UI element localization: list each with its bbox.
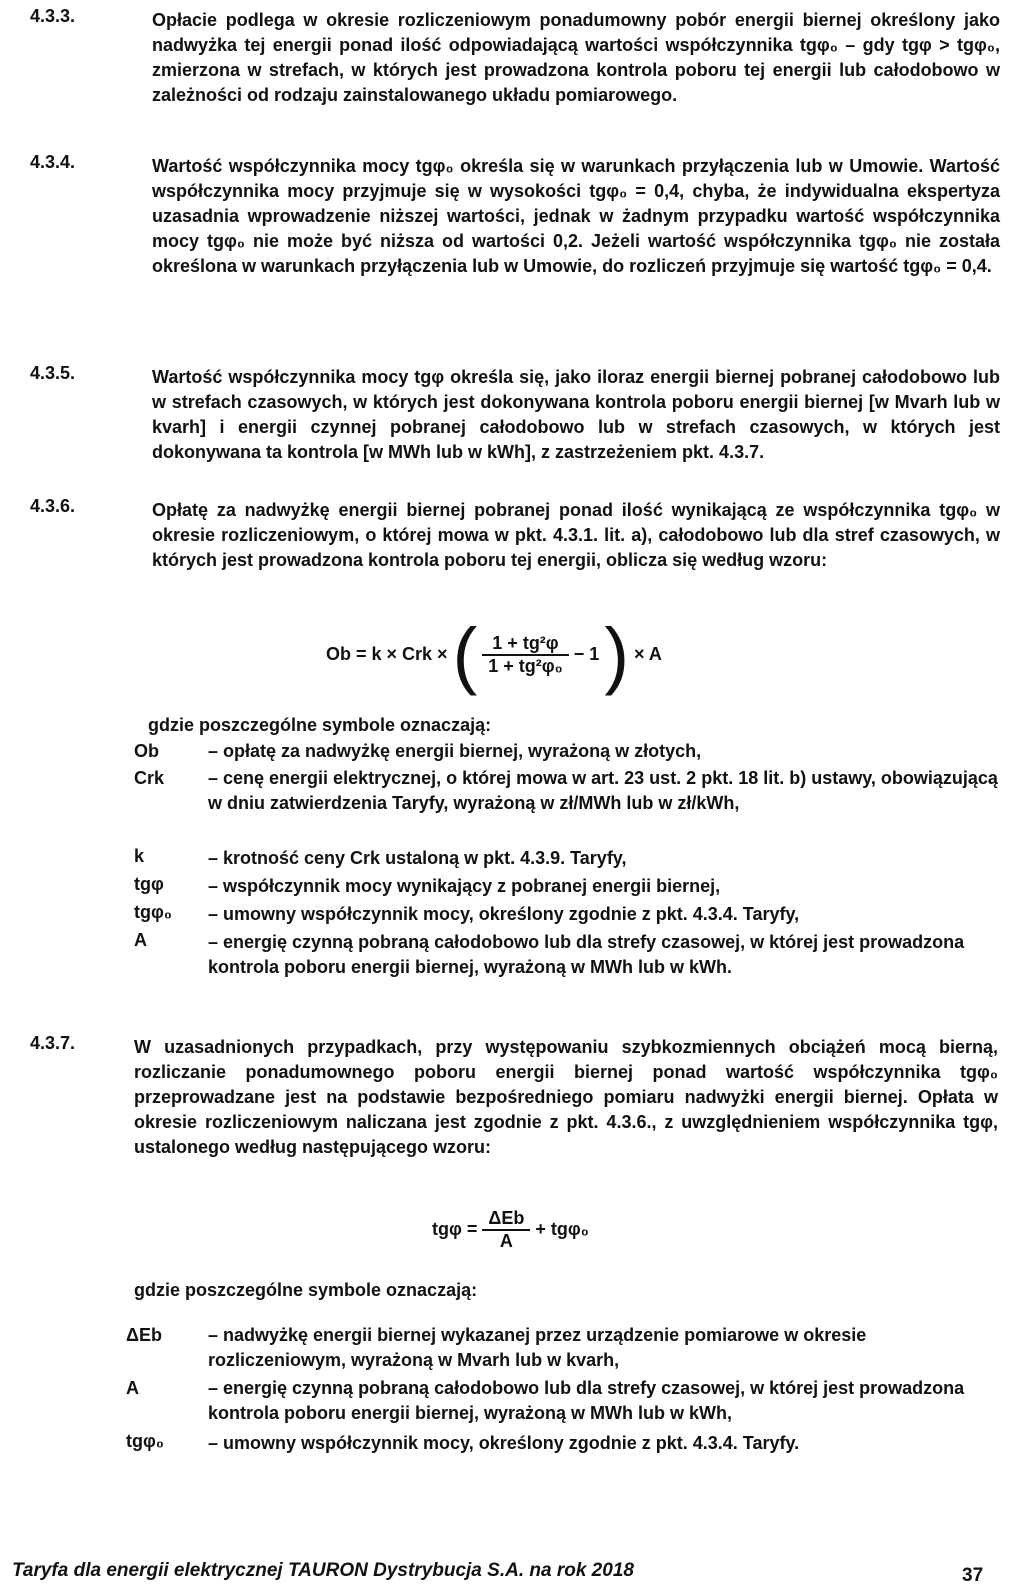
symbol: tgφ₀ <box>126 1431 164 1451</box>
page-footer: Taryfa dla energii elektrycznej TAURON Dystrybucja S.A. na rok 2018 <box>12 1560 634 1581</box>
fraction-denominator: A <box>482 1229 530 1252</box>
section-paragraph: Opłatę za nadwyżkę energii biernej pobranej ponad ilość wynikającą ze współczynnika tgφ₀ w okresie rozliczeniowym, o której mowa w pkt. 4.3.1. lit. a), całodobowo lub dla stref czasowych, w których jest prowadzona kontrola poboru tej energii, oblicza się według wzoru: <box>152 500 1000 570</box>
fraction-numerator: ΔEb <box>488 1208 525 1228</box>
symbol: A <box>134 930 147 950</box>
formula-fraction <box>482 1208 530 1252</box>
right-paren: ) <box>604 613 629 696</box>
symbol-definition: – energię czynną pobraną całodobowo lub dla strefy czasowej, w której jest prowadzona kontrola poboru energii biernej, wyrażoną w MWh lub w kWh, <box>208 1378 965 1423</box>
fraction-denominator: 1 + tg²φ₀ <box>482 654 569 677</box>
formula-rhs: + tgφ₀ <box>535 1218 589 1239</box>
symbol: tgφ <box>134 874 164 894</box>
section-paragraph: Wartość współczynnika mocy tgφ₀ określa się w warunkach przyłączenia lub w Umowie. Wartość współczynnika mocy przyjmuje się w wysokości tgφ₀ = 0,4, chyba, że indywidualna ekspertyza uzasadnia wprowadzenie niższej wartości, jednak w żadnym przypadku wartość współczynnika mocy tgφ₀ nie może być niższa od wartości 0,2. Jeżeli wartość współczynnika tgφ₀ nie została określona w warunkach przyłączenia lub w Umowie, do rozliczeń przyjmuje się wartość tgφ₀ = 0,4. <box>152 156 1000 276</box>
symbol-definition: – opłatę za nadwyżkę energii biernej, wyrażoną w złotych, <box>208 741 702 761</box>
symbol: A <box>126 1378 139 1398</box>
symbol-definition: – umowny współczynnik mocy, określony zgodnie z pkt. 4.3.4. Taryfy, <box>208 904 800 924</box>
symbol-definition: – umowny współczynnik mocy, określony zgodnie z pkt. 4.3.4. Taryfy. <box>208 1433 800 1453</box>
section-paragraph: Wartość współczynnika mocy tgφ określa się, jako iloraz energii biernej pobranej całodobowo lub w strefach czasowych, w których jest dokonywana kontrola poboru energii biernej [w Mvarh lub w kvarh] i energii czynnej pobranej całodobowo lub w strefach czasowych, w których jest dokonywana ta kontrola [w MWh lub w kWh], z zastrzeżeniem pkt. 4.3.7. <box>152 367 1000 462</box>
fraction-numerator: 1 + tg²φ <box>492 633 559 653</box>
formula-lhs: tgφ = <box>432 1218 478 1239</box>
page-number: 37 <box>962 1565 984 1586</box>
symbol-definition: – nadwyżkę energii biernej wykazanej przez urządzenie pomiarowe w okresie rozliczeniowym, wyrażoną w Mvarh lub w kvarh, <box>208 1325 867 1370</box>
left-paren: ( <box>452 613 478 696</box>
section-number: 4.3.7. <box>30 1033 76 1053</box>
section-number: 4.3.4. <box>30 152 76 172</box>
symbol: k <box>134 846 145 866</box>
formula-fee <box>326 613 662 696</box>
formula-fraction <box>482 633 569 677</box>
where-label: gdzie poszczególne symbole oznaczają: <box>134 1280 478 1300</box>
symbol: ΔEb <box>126 1325 162 1345</box>
symbol: Crk <box>134 768 165 788</box>
section-number: 4.3.5. <box>30 363 76 383</box>
symbol: Ob <box>134 741 159 761</box>
where-label: gdzie poszczególne symbole oznaczają: <box>148 715 492 735</box>
formula-tgphi <box>432 1208 589 1252</box>
formula-one: 1 <box>589 643 600 664</box>
symbol-definition: – krotność ceny Crk ustaloną w pkt. 4.3.9. Taryfy, <box>208 848 627 868</box>
section-paragraph: Opłacie podlega w okresie rozliczeniowym ponadumowny pobór energii biernej określony jako nadwyżka tej energii ponad ilość odpowiadającą wartości współczynnika tgφ₀ – gdy tgφ > tgφ₀, zmierzona w strefach, w których jest prowadzona kontrola poboru tej energii lub całodobowo w zależności od rodzaju zainstalowanego układu pomiarowego. <box>152 10 1000 105</box>
symbol-definition: – współczynnik mocy wynikający z pobranej energii biernej, <box>208 876 721 896</box>
section-number: 4.3.6. <box>30 496 76 516</box>
section-number: 4.3.3. <box>30 6 76 26</box>
section-paragraph: W uzasadnionych przypadkach, przy występowaniu szybkozmiennych obciążeń mocą bierną, rozliczanie ponadumownego poboru energii biernej ponad wartość współczynnika tgφ₀ przeprowadzane jest na podstawie bezpośredniego pomiaru nadwyżki energii biernej. Opłata w okresie rozliczeniowym naliczana jest zgodnie z pkt. 4.3.6., z uwzględnieniem współczynnika tgφ, ustalonego według następującego wzoru: <box>134 1037 998 1157</box>
formula-lhs: Ob = k × Crk × <box>326 643 448 664</box>
minus-sign: − <box>573 643 585 664</box>
symbol-definition: – cenę energii elektrycznej, o której mowa w art. 23 ust. 2 pkt. 18 lit. b) ustawy, obowiązującą w dniu zatwierdzenia Taryfy, wyrażoną w zł/MWh lub w zł/kWh, <box>208 768 998 813</box>
symbol: tgφ₀ <box>134 902 172 922</box>
formula-times-a: × A <box>634 643 662 664</box>
symbol-definition: – energię czynną pobraną całodobowo lub dla strefy czasowej, w której jest prowadzona kontrola poboru energii biernej, wyrażoną w MWh lub w kWh. <box>208 932 965 977</box>
